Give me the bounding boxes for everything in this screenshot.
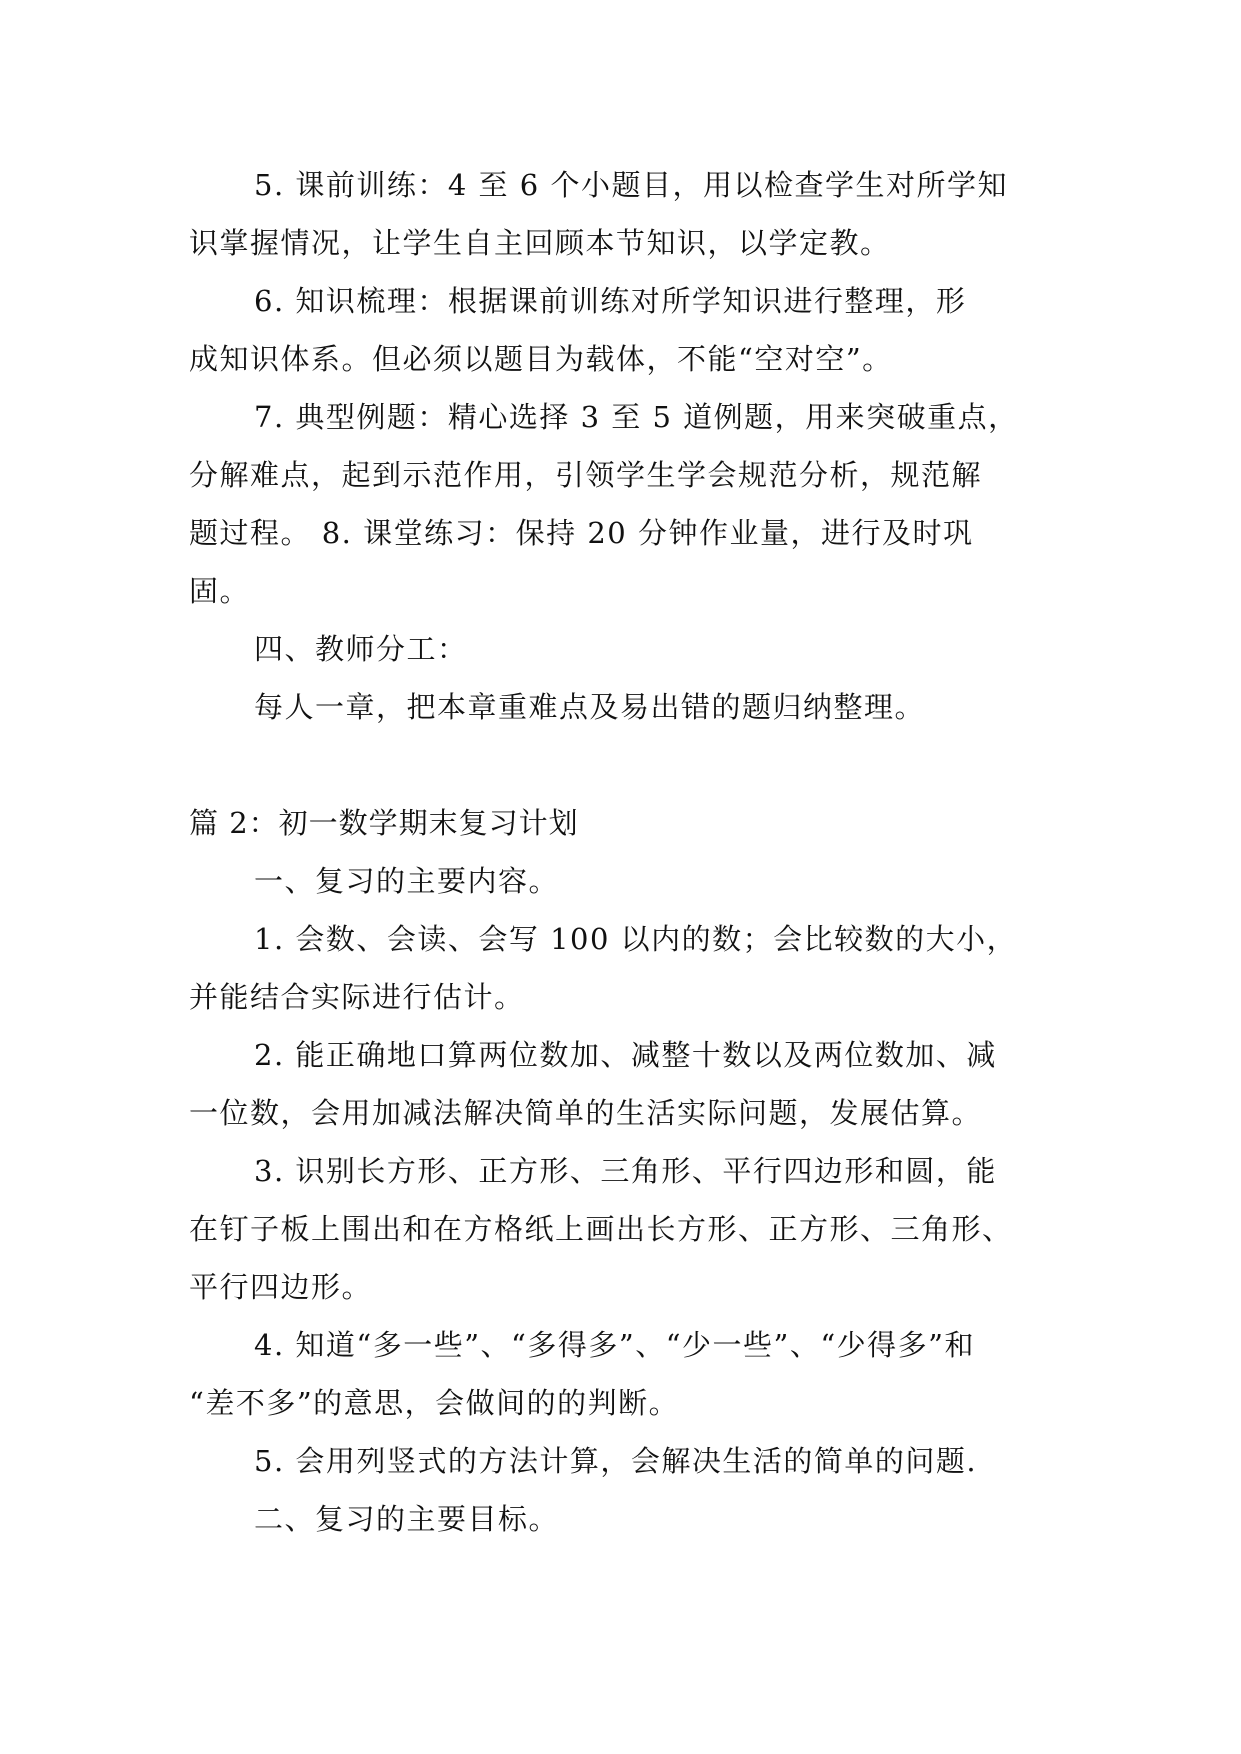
paragraph-line: 成知识体系。但必须以题目为载体，不能“空对空”。 — [189, 342, 893, 376]
paragraph-line: 每人一章，把本章重难点及易出错的题归纳整理。 — [254, 690, 926, 724]
paragraph-line: 一位数，会用加减法解决简单的生活实际问题，发展估算。 — [189, 1096, 983, 1130]
paragraph-line: 题过程。 8. 课堂练习：保持 20 分钟作业量，进行及时巩 — [189, 516, 974, 550]
paragraph-line: 4. 知道“多一些”、“多得多”、“少一些”、“少得多”和 — [254, 1328, 975, 1362]
paragraph-line: 分解难点，起到示范作用，引领学生学会规范分析，规范解 — [189, 458, 983, 492]
paragraph-line: 1. 会数、会读、会写 100 以内的数；会比较数的大小， — [254, 922, 1018, 956]
paragraph-line: 7. 典型例题：精心选择 3 至 5 道例题，用来突破重点， — [254, 400, 1019, 434]
paragraph-line: 识掌握情况，让学生自主回顾本节知识，以学定教。 — [189, 226, 891, 260]
section-heading: 一、复习的主要内容。 — [254, 864, 560, 898]
paragraph-line: 固。 — [189, 574, 251, 608]
paragraph-line: 5. 会用列竖式的方法计算，会解决生活的简单的问题. — [254, 1444, 978, 1478]
paragraph-line: 平行四边形。 — [189, 1270, 373, 1304]
section-heading: 四、教师分工： — [254, 632, 468, 666]
paragraph-line: 6. 知识梳理：根据课前训练对所学知识进行整理，形 — [254, 284, 967, 318]
article-title: 篇 2：初一数学期末复习计划 — [189, 806, 579, 840]
paragraph-line: “差不多”的意思，会做间的的判断。 — [189, 1386, 680, 1420]
paragraph-line: 3. 识别长方形、正方形、三角形、平行四边形和圆，能 — [254, 1154, 997, 1188]
paragraph-line: 在钉子板上围出和在方格纸上画出长方形、正方形、三角形、 — [189, 1212, 1013, 1246]
paragraph-line: 2. 能正确地口算两位数加、减整十数以及两位数加、减 — [254, 1038, 997, 1072]
paragraph-line: 5. 课前训练：4 至 6 个小题目，用以检查学生对所学知 — [254, 168, 1008, 202]
section-heading: 二、复习的主要目标。 — [254, 1502, 560, 1536]
paragraph-line: 并能结合实际进行估计。 — [189, 980, 525, 1014]
